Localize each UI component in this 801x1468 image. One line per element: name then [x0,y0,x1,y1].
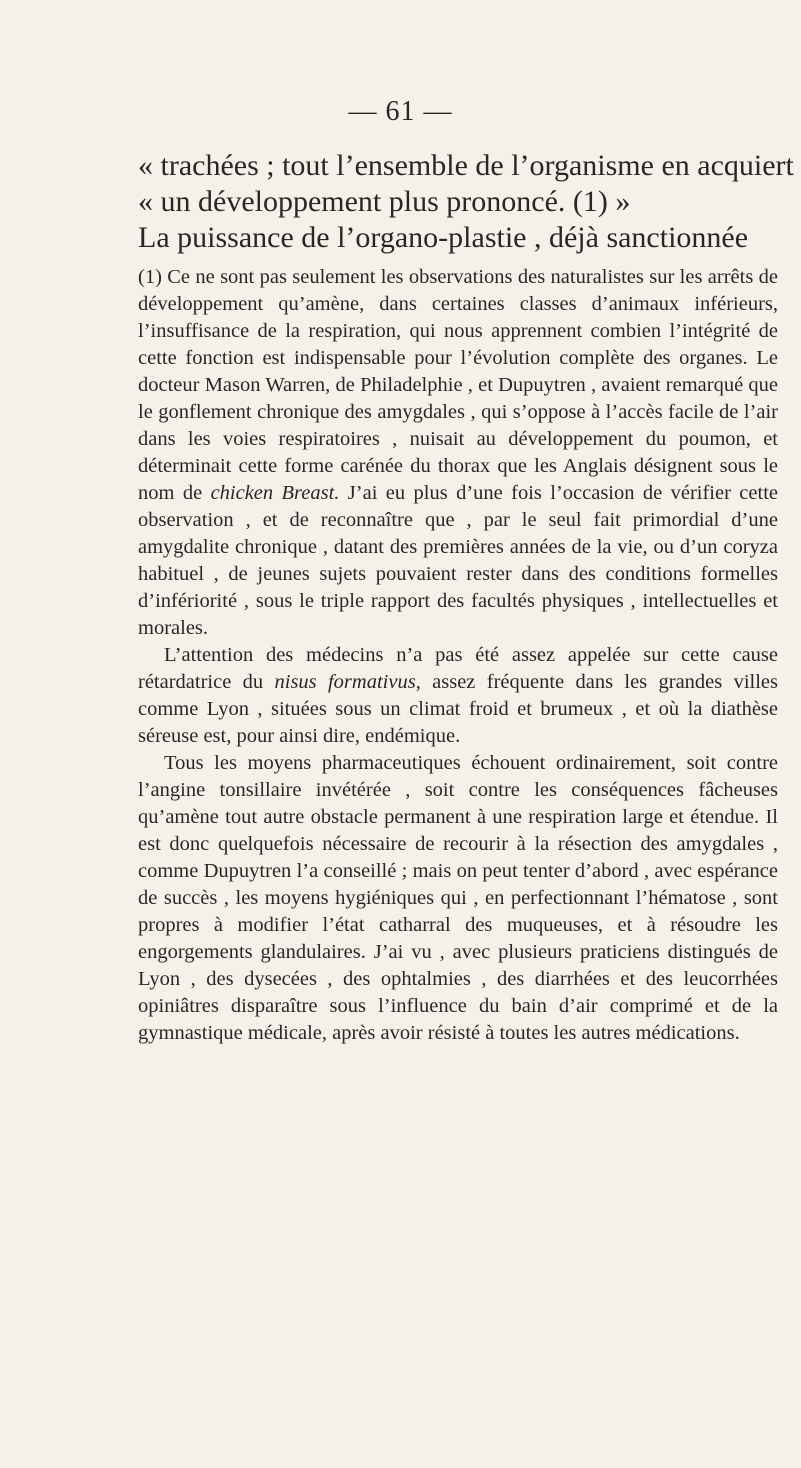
footnote-block [138,264,778,1047]
main-text-line: « trachées ; tout l’ensemble de l’organisme en acquiert [138,149,794,182]
footnote-italic-term: chicken Breast. [210,482,340,504]
main-text-line: « un développement plus prononcé. (1) » [138,185,631,218]
footnote-text: L’attention des médecins n’a pas été assez appelée sur cette cause rétardatrice du [138,644,778,693]
footnote-paragraph [138,264,778,642]
main-text-line: La puissance de l’organo-plastie , déjà sanctionnée [138,221,749,254]
footnote-marker: (1) [138,266,162,288]
page-number: — 61 — [348,96,453,127]
footnote-italic-term: nisus formativus [274,671,416,693]
footnote-text: Ce ne sont pas seulement les observations des naturalistes sur les arrêts de développement qu’amène, dans certaines classes d’animaux inférieurs, l’insuffisance de la respiration, qui nous apprennent combien l’intégrité de cette fonction est indispensable pour l’évolution complète des organes. Le docteur Mason Warren, de Philadelphie , et Dupuytren , avaient remarqué que le gonflement chronique des amygdales , qui s’oppose à l’accès facile de l’air dans les voies respiratoires , nuisait au développement du poumon, et déterminait cette forme carénée du thorax que les Anglais désignent sous le nom de [138,266,778,504]
footnote-text: , assez fréquente dans les grandes villes comme Lyon , situées sous un climat froid et brumeux , et où la diathèse séreuse est, pour ainsi dire, endémique. [138,671,778,747]
footnote-paragraph [138,642,778,750]
footnote-text: J’ai eu plus d’une fois l’occasion de vérifier cette observation , et de reconnaître que , par le seul fait primordial d’une amygdalite chronique , datant des premières années de la vie, ou d’un coryza habituel , de jeunes sujets pouvaient rester dans des conditions formelles d’infériorité , sous le triple rapport des facultés physiques , intellectuelles et morales. [138,482,778,639]
footnote-paragraph: Tous les moyens pharmaceutiques échouent ordinairement, soit contre l’angine tonsillaire invétérée , soit contre les conséquences fâcheuses qu’amène tout autre obstacle permanent à une respiration large et étendue. Il est donc quelquefois nécessaire de recourir à la résection des amygdales , comme Dupuytren l’a conseillé ; mais on peut tenter d’abord , avec espérance de succès , les moyens hygiéniques qui , en perfectionnant l’hématose , sont propres à modifier l’état catharral des muqueuses, et à résoudre les engorgements glandulaires. J’ai vu , avec plusieurs praticiens distingués de Lyon , des dysecées , des ophtalmies , des diarrhées et des leucorrhées opiniâtres disparaître sous l’influence du bain d’air comprimé et de la gymnastique médicale, après avoir résisté à toutes les autres médications. [138,752,778,1044]
main-text [138,148,794,256]
